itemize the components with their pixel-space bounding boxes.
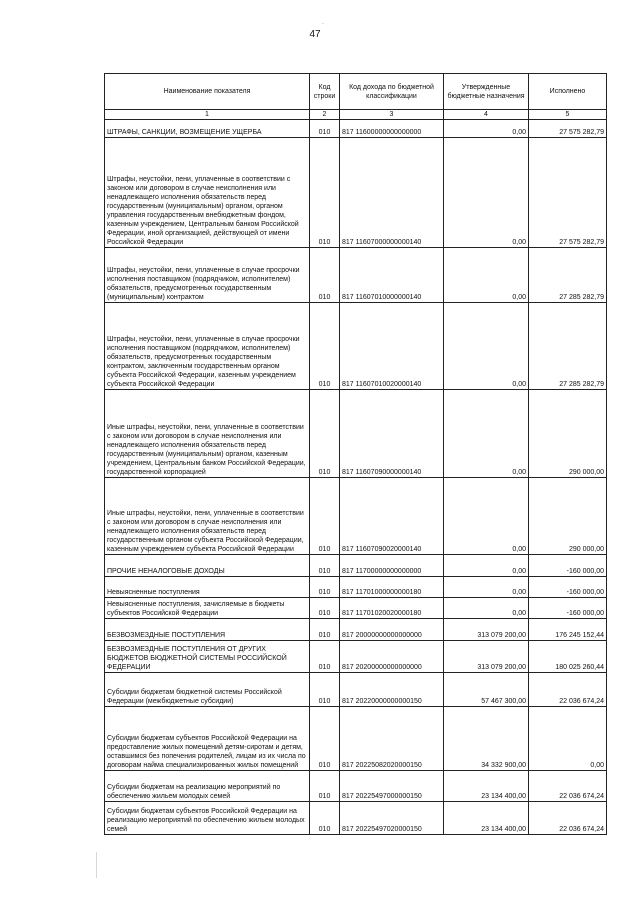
- table-row: [105, 619, 607, 641]
- row-income-code: 817 11701020020000180: [340, 598, 444, 619]
- row-line-code: 010: [310, 248, 340, 303]
- row-approved: 0,00: [444, 598, 529, 619]
- header-executed: Исполнено: [529, 74, 607, 110]
- table-row: [105, 120, 607, 138]
- row-approved: 0,00: [444, 390, 529, 478]
- scan-mark: `: [322, 24, 324, 30]
- column-number: 1: [105, 110, 310, 120]
- row-income-code: 817 20200000000000000: [340, 641, 444, 673]
- header-line-code: Код строки: [310, 74, 340, 110]
- row-income-code: 817 11607090020000140: [340, 478, 444, 555]
- row-income-code: 817 11701000000000180: [340, 577, 444, 598]
- row-executed: -160 000,00: [529, 555, 607, 577]
- column-number: 3: [340, 110, 444, 120]
- page-number: 47: [309, 29, 321, 40]
- table-row: [105, 478, 607, 555]
- row-executed: 27 575 282,79: [529, 138, 607, 248]
- table-row: [105, 248, 607, 303]
- row-income-code: 817 11607000000000140: [340, 138, 444, 248]
- row-approved: 23 134 400,00: [444, 771, 529, 802]
- row-executed: 27 285 282,79: [529, 303, 607, 390]
- report-table: [104, 73, 607, 835]
- row-name: Субсидии бюджетам субъектов Российской Федерации на реализацию мероприятий по обеспечению жильем молодых семей: [105, 802, 310, 835]
- row-name: Штрафы, неустойки, пени, уплаченные в соответствии с законом или договором в случае неисполнения или ненадлежащего исполнения обязательств перед государственным (муниципальным) органом, органом управления государственным внебюджетным фондом, казенным учреждением, Центральным банком Российской Федерации, иной организацией, действующей от имени Российской Федерации: [105, 138, 310, 248]
- row-name: БЕЗВОЗМЕЗДНЫЕ ПОСТУПЛЕНИЯ: [105, 619, 310, 641]
- row-name: Штрафы, неустойки, пени, уплаченные в случае просрочки исполнения поставщиком (подрядчиком, исполнителем) обязательств, предусмотренных государственным контрактом, заключенным государственным органом субъекта Российской Федерации, казенным учреждением субъекта Российской Федерации: [105, 303, 310, 390]
- row-executed: 22 036 674,24: [529, 771, 607, 802]
- row-approved: 57 467 300,00: [444, 673, 529, 707]
- row-line-code: 010: [310, 673, 340, 707]
- row-income-code: 817 20000000000000000: [340, 619, 444, 641]
- row-name: БЕЗВОЗМЕЗДНЫЕ ПОСТУПЛЕНИЯ ОТ ДРУГИХ БЮДЖЕТОВ БЮДЖЕТНОЙ СИСТЕМЫ РОССИЙСКОЙ ФЕДЕРАЦИИ: [105, 641, 310, 673]
- row-executed: 22 036 674,24: [529, 802, 607, 835]
- row-name: Невыясненные поступления, зачисляемые в бюджеты субъектов Российской Федерации: [105, 598, 310, 619]
- row-name: Субсидии бюджетам бюджетной системы Российской Федерации (межбюджетные субсидии): [105, 673, 310, 707]
- table-row: [105, 303, 607, 390]
- row-approved: 0,00: [444, 577, 529, 598]
- row-line-code: 010: [310, 138, 340, 248]
- table-row: [105, 138, 607, 248]
- header-income-code: Код дохода по бюджетной классификации: [340, 74, 444, 110]
- table-row: [105, 598, 607, 619]
- row-name: Иные штрафы, неустойки, пени, уплаченные в соответствии с законом или договором в случае неисполнения или ненадлежащего исполнения обязательств перед государственным (муниципальным) органом, казенным учреждением, Центральным банком Российской Федерации, государственной корпорацией: [105, 390, 310, 478]
- scan-edge-mark: [96, 852, 97, 878]
- row-name: Штрафы, неустойки, пени, уплаченные в случае просрочки исполнения поставщиком (подрядчиком, исполнителем) обязательств, предусмотренных государственным (муниципальным) контрактом: [105, 248, 310, 303]
- row-executed: 27 575 282,79: [529, 120, 607, 138]
- row-approved: 0,00: [444, 555, 529, 577]
- row-name: Субсидии бюджетам на реализацию мероприятий по обеспечению жильем молодых семей: [105, 771, 310, 802]
- row-executed: 180 025 260,44: [529, 641, 607, 673]
- row-approved: 0,00: [444, 120, 529, 138]
- row-executed: -160 000,00: [529, 598, 607, 619]
- table-row: [105, 673, 607, 707]
- row-executed: 290 000,00: [529, 478, 607, 555]
- column-number: 2: [310, 110, 340, 120]
- table-row: [105, 555, 607, 577]
- row-executed: -160 000,00: [529, 577, 607, 598]
- row-line-code: 010: [310, 707, 340, 771]
- row-line-code: 010: [310, 390, 340, 478]
- row-income-code: 817 11607010020000140: [340, 303, 444, 390]
- row-income-code: 817 20220000000000150: [340, 673, 444, 707]
- table-row: [105, 641, 607, 673]
- row-executed: 176 245 152,44: [529, 619, 607, 641]
- row-line-code: 010: [310, 641, 340, 673]
- table-row: [105, 802, 607, 835]
- row-executed: 0,00: [529, 707, 607, 771]
- column-number: 4: [444, 110, 529, 120]
- row-name: Субсидии бюджетам субъектов Российской Федерации на предоставление жилых помещений детям-сиротам и детям, оставшимся без попечения родителей, лицам из их числа по договорам найма специализированных жилых помещений: [105, 707, 310, 771]
- row-income-code: 817 11700000000000000: [340, 555, 444, 577]
- column-number: 5: [529, 110, 607, 120]
- row-line-code: 010: [310, 120, 340, 138]
- header-approved: Утвержденные бюджетные назначения: [444, 74, 529, 110]
- table-row: [105, 577, 607, 598]
- row-line-code: 010: [310, 802, 340, 835]
- row-line-code: 010: [310, 478, 340, 555]
- table-row: [105, 707, 607, 771]
- row-name: ПРОЧИЕ НЕНАЛОГОВЫЕ ДОХОДЫ: [105, 555, 310, 577]
- row-approved: 0,00: [444, 138, 529, 248]
- table-row: [105, 390, 607, 478]
- row-line-code: 010: [310, 303, 340, 390]
- row-name: Иные штрафы, неустойки, пени, уплаченные в соответствии с законом или договором в случае неисполнения или ненадлежащего исполнения обязательств перед государственным органом субъекта Российской Федерации, казенным учреждением субъекта Российской Федерации: [105, 478, 310, 555]
- row-income-code: 817 11607090000000140: [340, 390, 444, 478]
- row-line-code: 010: [310, 577, 340, 598]
- row-executed: 290 000,00: [529, 390, 607, 478]
- row-approved: 313 079 200,00: [444, 619, 529, 641]
- row-approved: 0,00: [444, 303, 529, 390]
- table-row: [105, 771, 607, 802]
- row-line-code: 010: [310, 598, 340, 619]
- row-income-code: 817 11607010000000140: [340, 248, 444, 303]
- row-executed: 27 285 282,79: [529, 248, 607, 303]
- row-income-code: 817 20225497020000150: [340, 802, 444, 835]
- row-approved: 23 134 400,00: [444, 802, 529, 835]
- row-name: ШТРАФЫ, САНКЦИИ, ВОЗМЕЩЕНИЕ УЩЕРБА: [105, 120, 310, 138]
- header-row: [105, 74, 607, 110]
- row-income-code: 817 11600000000000000: [340, 120, 444, 138]
- column-numbers-row: [105, 110, 607, 120]
- row-approved: 313 079 200,00: [444, 641, 529, 673]
- row-executed: 22 036 674,24: [529, 673, 607, 707]
- row-line-code: 010: [310, 619, 340, 641]
- row-income-code: 817 20225497000000150: [340, 771, 444, 802]
- row-income-code: 817 20225082020000150: [340, 707, 444, 771]
- row-line-code: 010: [310, 555, 340, 577]
- row-approved: 0,00: [444, 478, 529, 555]
- row-approved: 0,00: [444, 248, 529, 303]
- row-line-code: 010: [310, 771, 340, 802]
- row-approved: 34 332 900,00: [444, 707, 529, 771]
- header-name: Наименование показателя: [105, 74, 310, 110]
- row-name: Невыясненные поступления: [105, 577, 310, 598]
